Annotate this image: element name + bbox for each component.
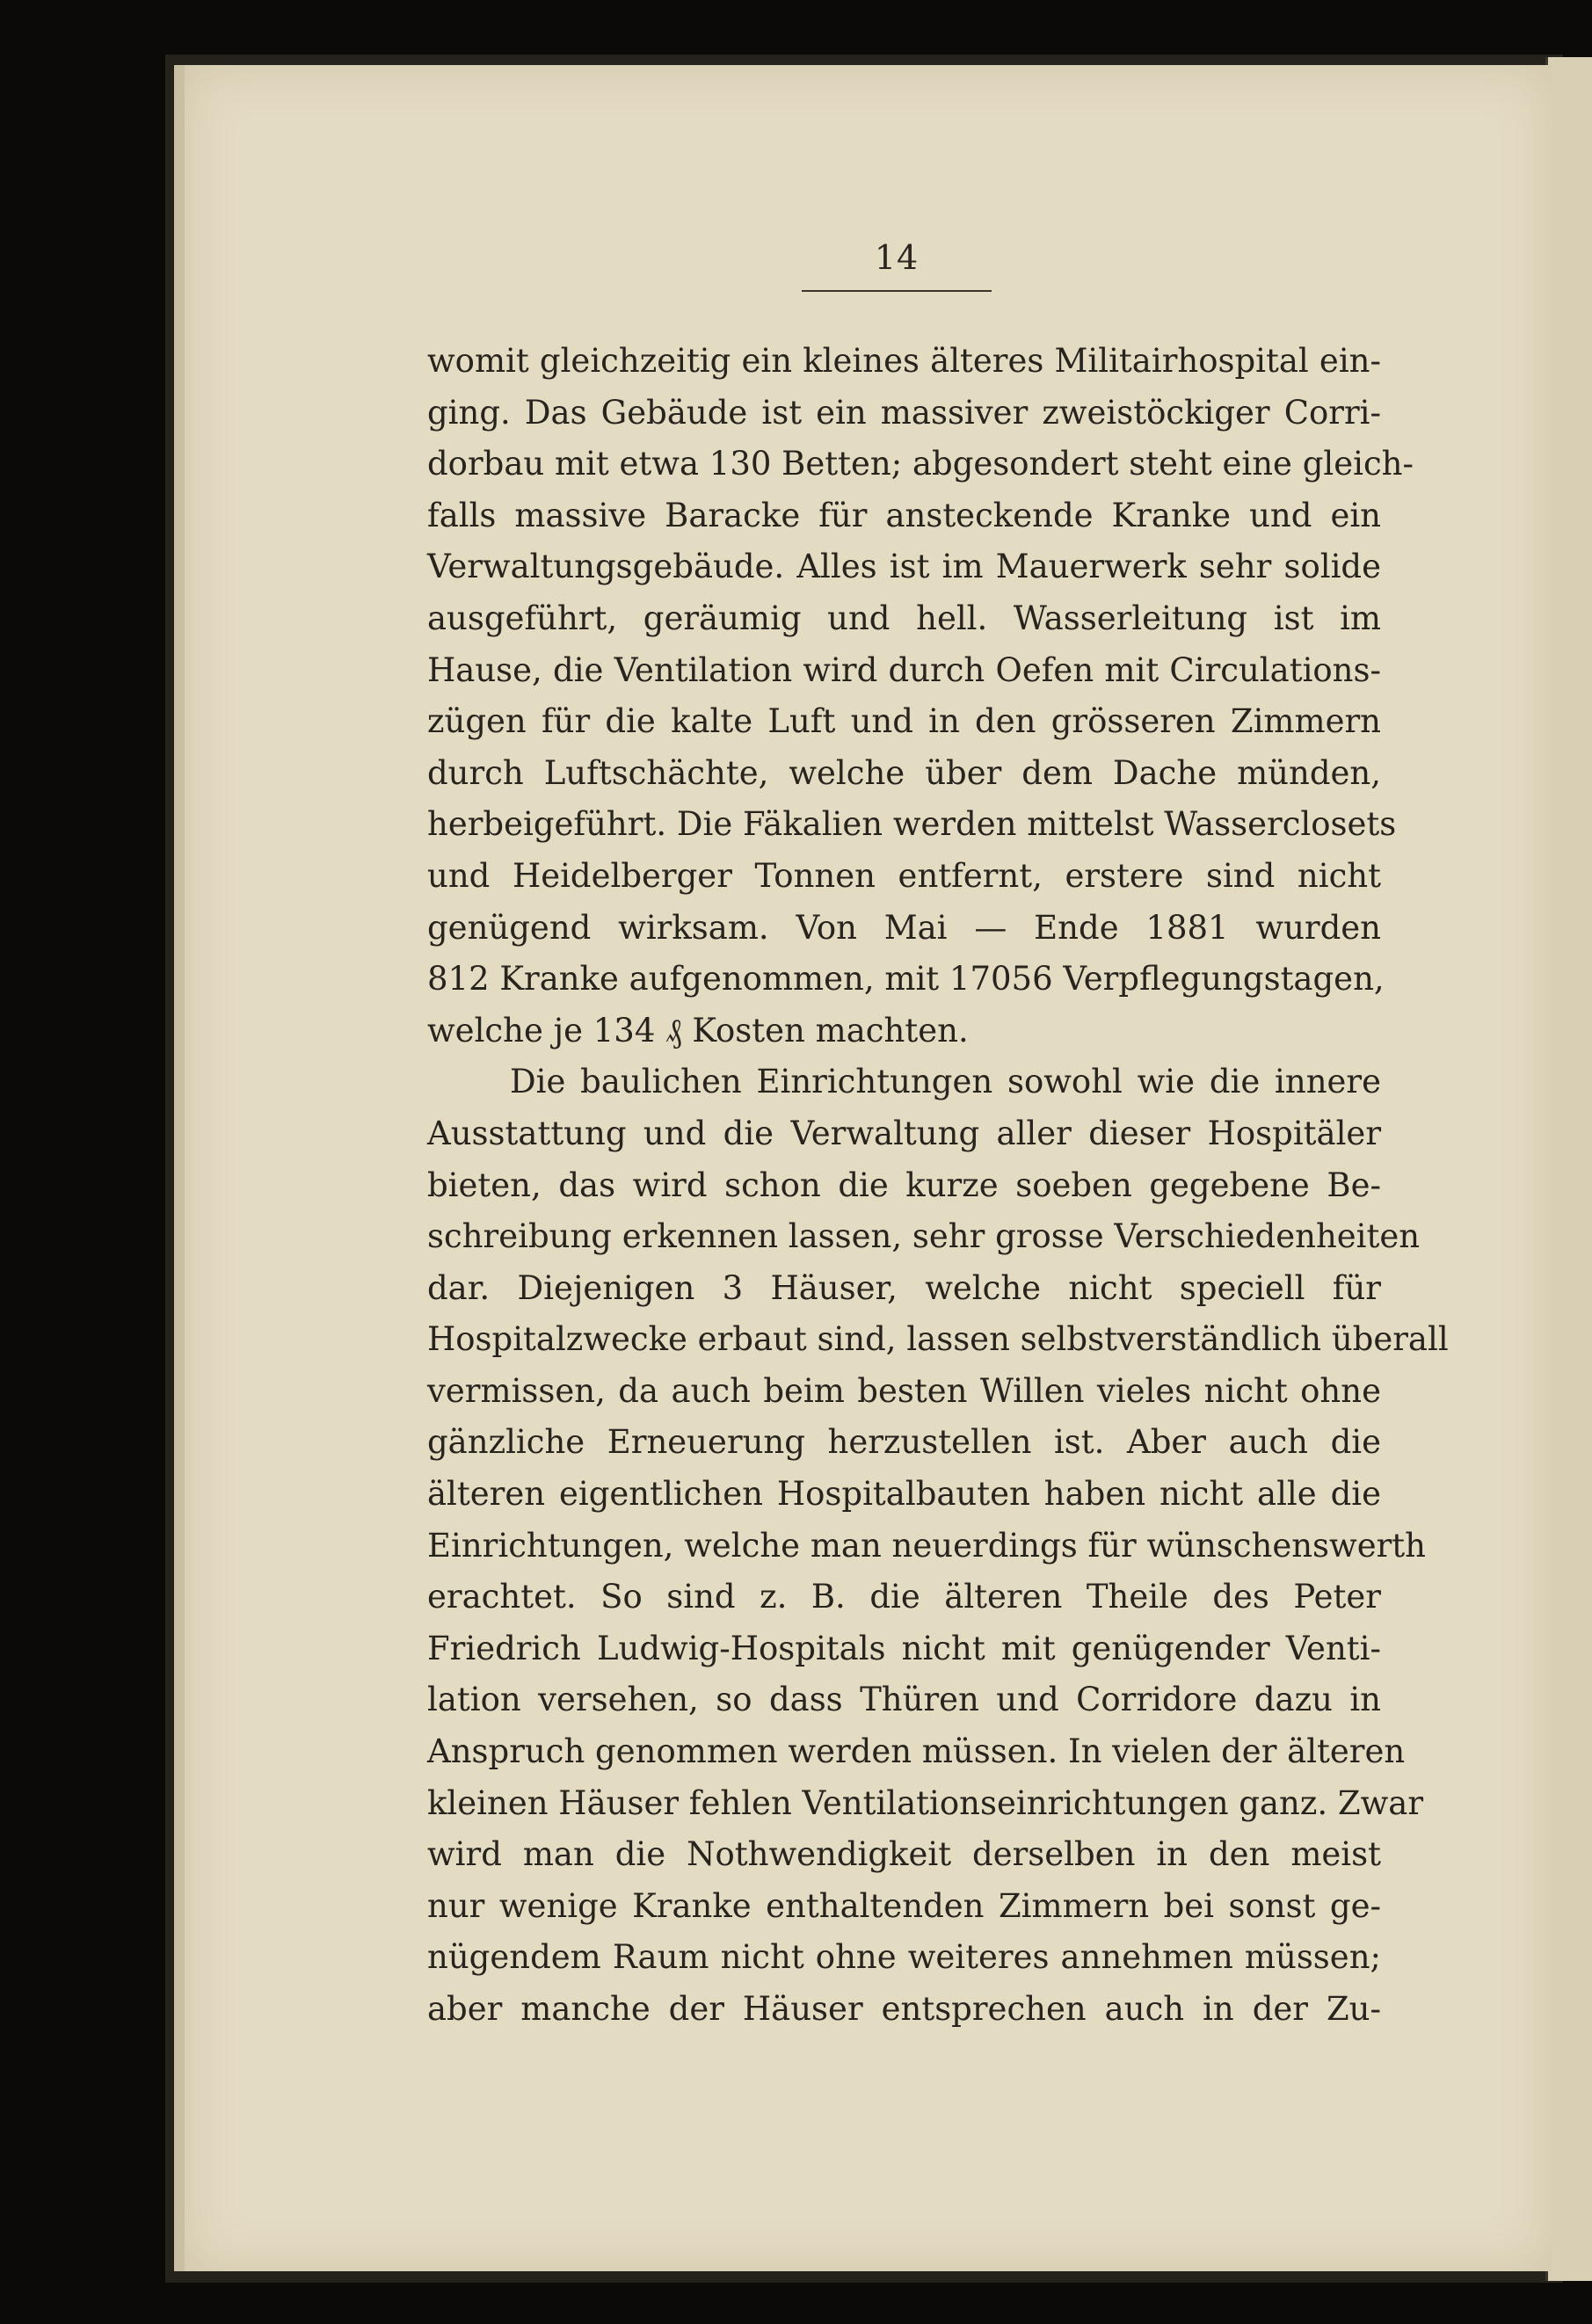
text-line: dar. Diejenigen 3 Häuser, welche nicht speciell für	[427, 1268, 1381, 1307]
text-line: erachtet. So sind z. B. die älteren Theile des Peter	[427, 1578, 1381, 1616]
text-line: älteren eigentlichen Hospitalbauten haben nicht alle die	[427, 1475, 1381, 1514]
text-line: bieten, das wird schon die kurze soeben gegebene Be-	[427, 1166, 1381, 1204]
text-line: ausgeführt, geräumig und hell. Wasserleitung ist im	[427, 599, 1381, 637]
header-rule	[802, 290, 992, 292]
text-line: zügen für die kalte Luft und in den grösseren Zimmern	[427, 702, 1381, 741]
text-line: schreibung erkennen lassen, sehr grosse Verschiedenheiten	[427, 1217, 1421, 1256]
page-number: 14	[874, 238, 920, 277]
text-line: lation versehen, so dass Thüren und Corridore dazu in	[427, 1681, 1381, 1719]
facing-page-edge	[1545, 57, 1592, 2281]
text-line: vermissen, da auch beim besten Willen vieles nicht ohne	[427, 1371, 1381, 1410]
text-line: Hause, die Ventilation wird durch Oefen mit Circulations-	[427, 650, 1381, 689]
text-line: durch Luftschächte, welche über dem Dache münden,	[427, 753, 1381, 792]
text-line: genügend wirksam. Von Mai — Ende 1881 wurden	[427, 908, 1381, 947]
text-line: nur wenige Kranke enthaltenden Zimmern bei sonst ge-	[427, 1886, 1381, 1925]
text-line: wird man die Nothwendigkeit derselben in den meist	[427, 1835, 1381, 1874]
text-line-paragraph-start: Die baulichen Einrichtungen sowohl wie die innere	[510, 1063, 1381, 1101]
body-text	[427, 336, 1449, 2036]
text-line: dorbau mit etwa 130 Betten; abgesondert steht eine gleich-	[427, 445, 1414, 483]
text-line: kleinen Häuser fehlen Ventilationseinrichtungen ganz. Zwar	[427, 1783, 1424, 1822]
text-line: 812 Kranke aufgenommen, mit 17056 Verpflegungstagen,	[427, 960, 1385, 999]
text-line: ging. Das Gebäude ist ein massiver zweistöckiger Corri-	[427, 393, 1381, 432]
text-line: aber manche der Häuser entsprechen auch in der Zu-	[427, 1990, 1381, 2028]
text-line: herbeigeführt. Die Fäkalien werden mittelst Wasserclosets	[427, 805, 1397, 844]
text-line: Hospitalzwecke erbaut sind, lassen selbstverständlich überall	[427, 1320, 1449, 1359]
text-line: womit gleichzeitig ein kleines älteres Militairhospital ein-	[427, 342, 1381, 380]
text-line: gänzliche Erneuerung herzustellen ist. Aber auch die	[427, 1423, 1381, 1462]
text-line: Einrichtungen, welche man neuerdings für wünschenswerth	[427, 1526, 1426, 1565]
text-line: Anspruch genommen werden müssen. In vielen der älteren	[427, 1732, 1406, 1771]
text-line: falls massive Baracke für ansteckende Kranke und ein	[427, 496, 1381, 534]
text-line: nügendem Raum nicht ohne weiteres annehmen müssen;	[427, 1938, 1381, 1977]
text-line: und Heidelberger Tonnen entfernt, erstere sind nicht	[427, 856, 1381, 895]
text-line-paragraph-end: welche je 134 ₰ Kosten machten.	[427, 1011, 969, 1049]
text-line: Friedrich Ludwig-Hospitals nicht mit genügender Venti-	[427, 1629, 1381, 1667]
text-line: Ausstattung und die Verwaltung aller dieser Hospitäler	[427, 1114, 1381, 1152]
text-line: Verwaltungsgebäude. Alles ist im Mauerwerk sehr solide	[427, 548, 1381, 586]
